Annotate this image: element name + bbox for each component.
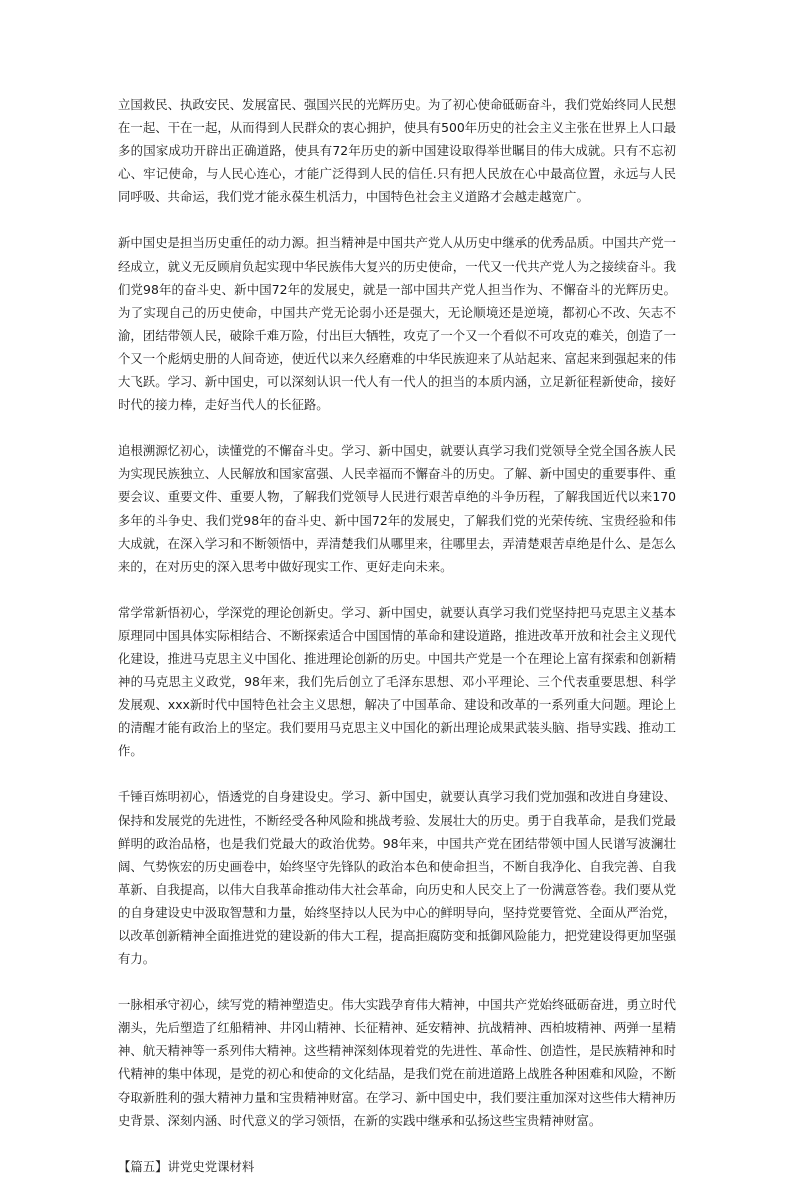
paragraph-1: 立国救民、执政安民、发展富民、强国兴民的光辉历史。为了初心使命砥砺奋斗，我们党始终同人民想在一起、干在一起，从而得到人民群众的衷心拥护，使具有500年历史的社会主义主张在世界上人口最多的国家成功开辟出正确道路，使具有72年历史的新中国建设取得举世瞩目的伟大成就。只有不忘初心、牢记使命，与人民心连心，才能广泛得到人民的信任.只有把人民放在心中最高位置，永远与人民同呼吸、共命运，我们党才能永葆生机活力，中国特色社会主义道路才会越走越宽广。: [118, 97, 676, 205]
document-page: [118, 93, 676, 1178]
paragraph-4: 常学常新悟初心，学深党的理论创新史。学习、新中国史，就要认真学习我们党坚持把马克思主义基本原理同中国具体实际相结合、不断探索适合中国国情的革命和建设道路，推进改革开放和社会主义现代化建设，推进马克思主义中国化、推进理论创新的历史。中国共产党是一个在理论上富有探索和创新精神的马克思主义政党，98年来，我们先后创立了毛泽东思想、邓小平理论、三个代表重要思想、科学发展观、xxx新时代中国特色社会主义思想，解决了中国革命、建设和改革的一系列重大问题。理论上的清醒才能有政治上的坚定。我们要用马克思主义中国化的新出理论成果武装头脑、指导实践、推动工作。: [118, 604, 676, 759]
paragraph-3: 追根溯源忆初心，读懂党的不懈奋斗史。学习、新中国史，就要认真学习我们党领导全党全国各族人民为实现民族独立、人民解放和国家富强、人民幸福而不懈奋斗的历史。了解、新中国史的重要事件、重要会议、重要文件、重要人物，了解我们党领导人民进行艰苦卓绝的斗争历程，了解我国近代以来170多年的斗争史、我们党98年的奋斗史、新中国72年的发展史，了解我们党的光荣传统、宝贵经验和伟大成就，在深入学习和不断领悟中，弄清楚我们从哪里来，往哪里去，弄清楚艰苦卓绝是什么、是怎么来的，在对历史的深入思考中做好现实工作、更好走向未来。: [118, 443, 676, 574]
paragraph-5: 千锤百炼明初心，悟透党的自身建设史。学习、新中国史，就要认真学习我们党加强和改进自身建设、保持和发展党的先进性，不断经受各种风险和挑战考验、发展壮大的历史。勇于自我革命，是我们党最鲜明的政治品格，也是我们党最大的政治优势。98年来，中国共产党在团结带领中国人民谱写波澜壮阔、气势恢宏的历史画卷中，始终坚守先锋队的政治本色和使命担当，不断自我净化、自我完善、自我革新、自我提高，以伟大自我革命推动伟大社会革命，向历史和人民交上了一份满意答卷。我们要从党的自身建设史中汲取智慧和力量，始终坚持以人民为中心的鲜明导向，坚持党要管党、全面从严治党，以改革创新精神全面推进党的建设新的伟大工程，提高拒腐防变和抵御风险能力，把党建设得更加坚强有力。: [118, 789, 676, 967]
paragraph-6: 一脉相承守初心，续写党的精神塑造史。伟大实践孕育伟大精神，中国共产党始终砥砺奋进，勇立时代潮头，先后塑造了红船精神、井冈山精神、长征精神、延安精神、抗战精神、西柏坡精神、两弹一星精神、航天精神等一系列伟大精神。这些精神深刻体现着党的先进性、革命性、创造性，是民族精神和时代精神的集中体现，是党的初心和使命的文化结晶，是我们党在前进道路上战胜各种困难和风险，不断夺取新胜利的强大精神力量和宝贵精神财富。在学习、新中国史中，我们要注重加深对这些伟大精神历史背景、深刻内涵、时代意义的学习领悟，在新的实践中继承和弘扬这些宝贵精神财富。: [118, 997, 676, 1128]
section-heading: 【篇五】讲党史党课材料: [118, 1158, 255, 1174]
paragraph-2: 新中国史是担当历史重任的动力源。担当精神是中国共产党人从历史中继承的优秀品质。中国共产党一经成立，就义无反顾肩负起实现中华民族伟大复兴的历史使命，一代又一代共产党人为之接续奋斗。我们党98年的奋斗史、新中国72年的发展史，就是一部中国共产党人担当作为、不懈奋斗的光辉历史。为了实现自己的历史使命，中国共产党无论弱小还是强大，无论顺境还是逆境，都初心不改、矢志不渝，团结带领人民，破除千难万险，付出巨大牺牲，攻克了一个又一个看似不可攻克的难关，创造了一个又一个彪炳史册的人间奇迹，使近代以来久经磨难的中华民族迎来了从站起来、富起来到强起来的伟大飞跃。学习、新中国史，可以深刻认识一代人有一代人的担当的本质内涵，立足新征程新使命，接好时代的接力棒，走好当代人的长征路。: [118, 235, 676, 413]
